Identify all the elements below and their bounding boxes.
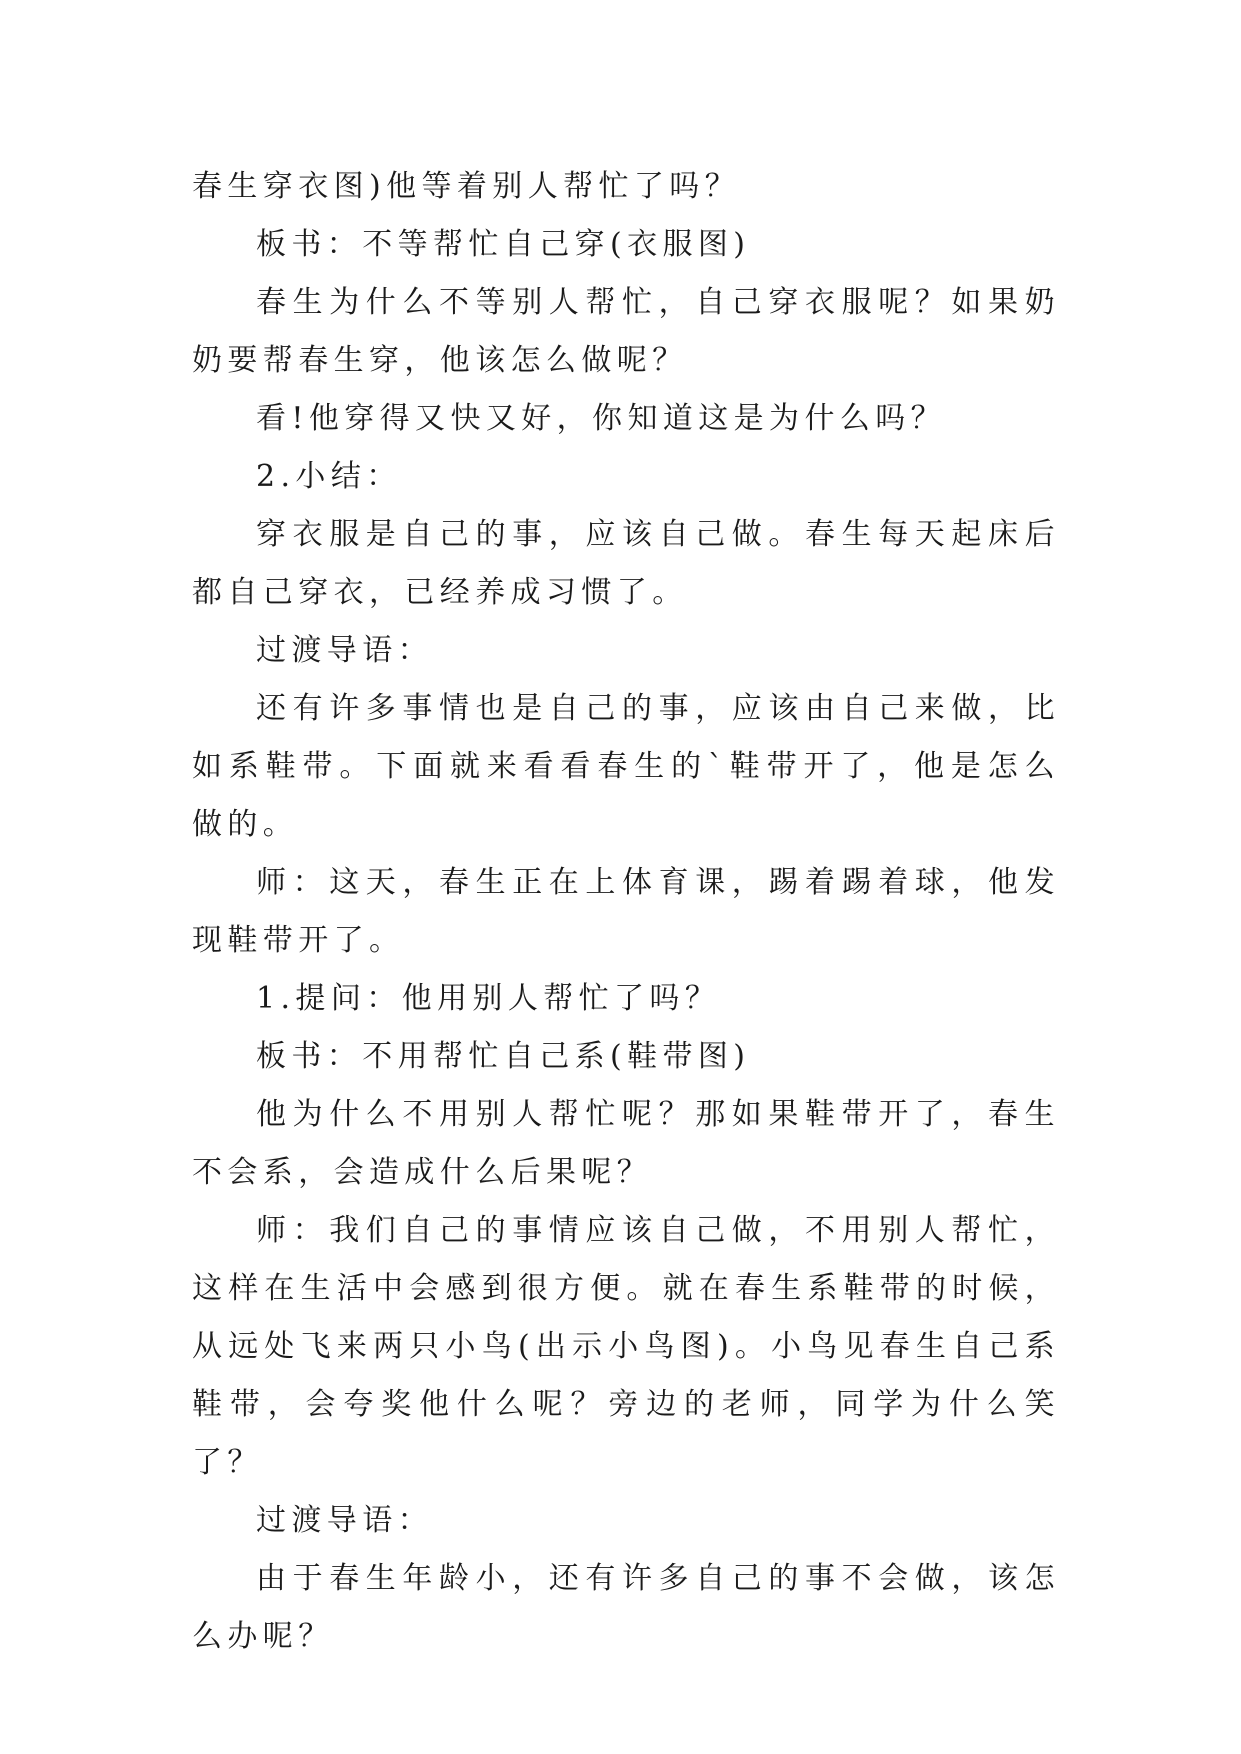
paragraph-transition-heading-1: 过渡导语：: [256, 633, 433, 668]
paragraph-teacher-2: 师：我们自己的事情应该自己做，不用别人帮忙，这样在生活中会感到很方便。就在春生系鞋带的时候，从远处飞来两只小鸟(出示小鸟图)。小鸟见春生自己系鞋带，会夸奖他什么呢？旁边的老师，同学为什么笑了？: [192, 1213, 1060, 1480]
paragraph-teacher-1: 师：这天，春生正在上体育课，踢着踢着球，他发现鞋带开了。: [192, 865, 1060, 958]
paragraph-question-3: 1.提问：他用别人帮忙了吗？: [256, 981, 721, 1016]
paragraph-continuation: 春生穿衣图)他等着别人帮忙了吗？: [192, 169, 741, 204]
paragraph-board-note-2: 板书：不用帮忙自己系(鞋带图): [256, 1039, 751, 1074]
paragraph-question-4: 他为什么不用别人帮忙呢？那如果鞋带开了，春生不会系，会造成什么后果呢？: [192, 1097, 1060, 1190]
paragraph-question-1: 春生为什么不等别人帮忙，自己穿衣服呢？如果奶奶要帮春生穿，他该怎么做呢？: [192, 285, 1060, 378]
paragraph-closing: 由于春生年龄小，还有许多自己的事不会做，该怎么办呢？: [192, 1561, 1060, 1654]
paragraph-transition-1: 还有许多事情也是自己的事，应该由自己来做，比如系鞋带。下面就来看看春生的`鞋带开了，他是怎么做的。: [192, 691, 1060, 842]
paragraph-board-note-1: 板书：不等帮忙自己穿(衣服图): [256, 227, 751, 262]
paragraph-summary: 穿衣服是自己的事，应该自己做。春生每天起床后都自己穿衣，已经养成习惯了。: [192, 517, 1060, 610]
paragraph-question-2: 看!他穿得又快又好，你知道这是为什么吗？: [256, 401, 947, 436]
document-page: [192, 158, 1060, 1666]
paragraph-transition-heading-2: 过渡导语：: [256, 1503, 433, 1538]
paragraph-summary-heading: 2.小结：: [256, 459, 402, 494]
